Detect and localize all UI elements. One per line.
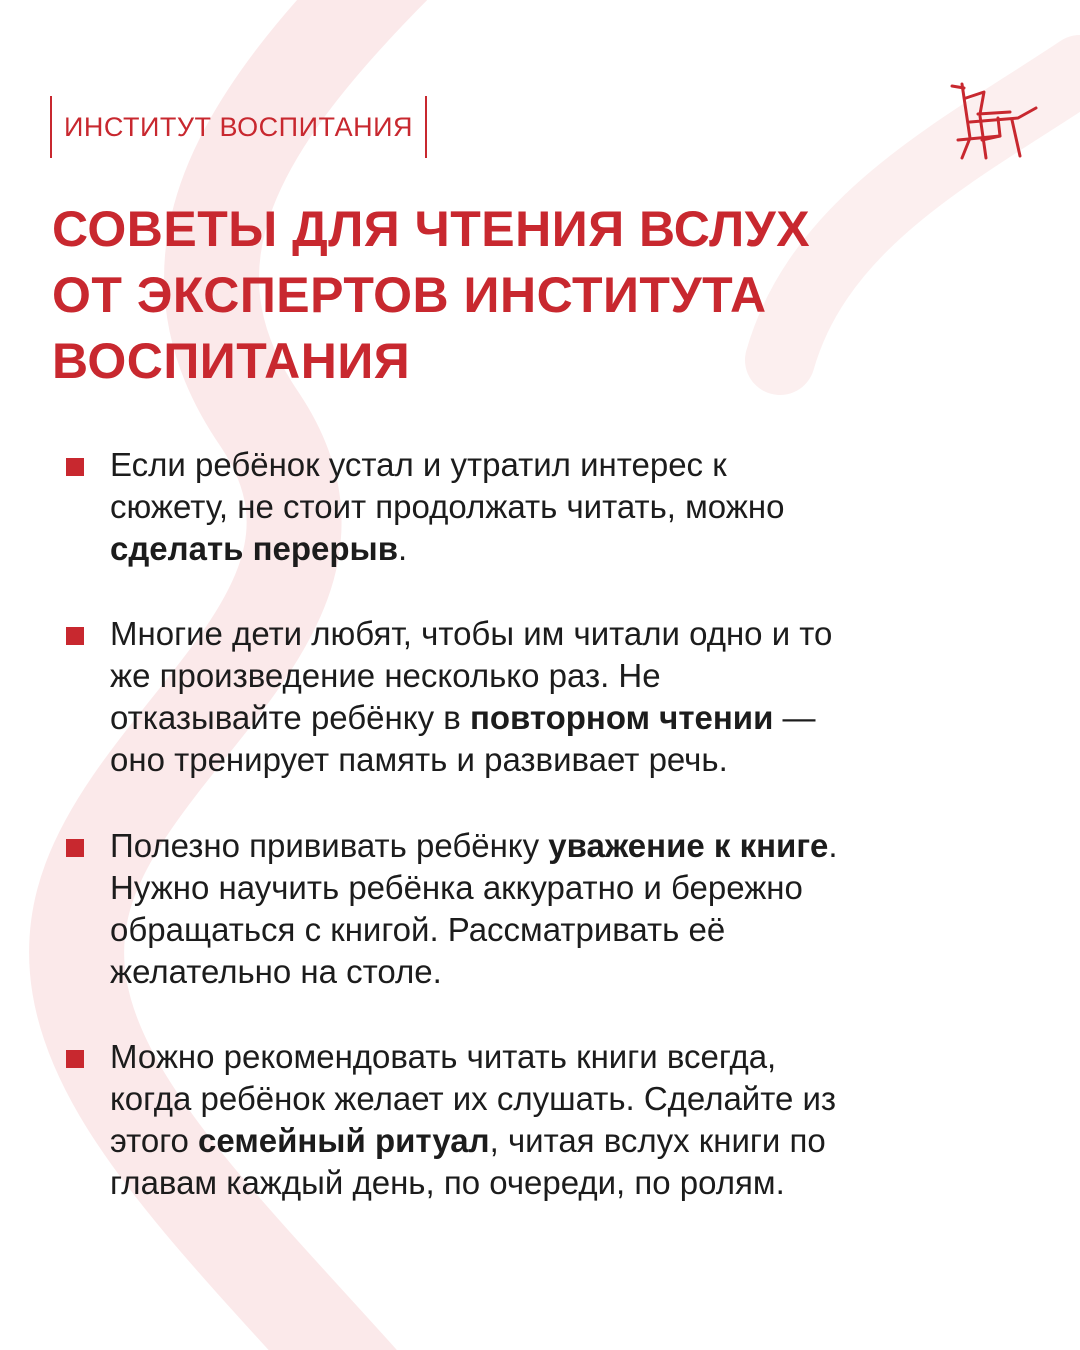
list-item [110, 825, 1010, 993]
tip-text: же произведение несколько раз. Не [110, 657, 661, 694]
square-bullet-icon [66, 458, 84, 476]
tip-text: обращаться с книгой. Рассматривать её [110, 911, 726, 948]
tip-text: Многие дети любят, чтобы им читали одно и то [110, 615, 833, 652]
page-title [52, 196, 1012, 394]
tip-text [110, 528, 1010, 570]
square-bullet-icon [66, 627, 84, 645]
tip-text: . [398, 530, 408, 567]
tip-text: главам каждый день, по очереди, по ролям. [110, 1164, 785, 1201]
tip-text: этого [110, 1122, 199, 1159]
square-bullet-icon [66, 1050, 84, 1068]
title-line: ОТ ЭКСПЕРТОВ ИНСТИТУТА [52, 267, 767, 323]
tip-text: желательно на столе. [110, 953, 442, 990]
tip-text: Если ребёнок устал и утратил интерес к [110, 446, 727, 483]
list-item [110, 1036, 1010, 1204]
square-bullet-icon [66, 839, 84, 857]
chair-logo-icon [940, 78, 1040, 162]
tip-text: , читая вслух книги по [489, 1122, 826, 1159]
tip-text: . [828, 827, 838, 864]
tip-text: когда ребёнок желает их слушать. Сделайте из [110, 1080, 837, 1117]
list-item [110, 444, 1010, 570]
org-label: ИНСТИТУТ ВОСПИТАНИЯ [50, 96, 427, 158]
tip-highlight: повторном чтении [469, 699, 774, 736]
list-item [110, 613, 1010, 781]
tip-text: Полезно прививать ребёнку [110, 827, 549, 864]
tip-text [110, 825, 1010, 867]
tip-text: — [773, 699, 816, 736]
tip-highlight: уважение к книге [548, 827, 829, 864]
title-line: ВОСПИТАНИЯ [52, 333, 411, 389]
tip-highlight: сделать перерыв [110, 530, 399, 567]
tip-text [110, 697, 1010, 739]
tip-text: Можно рекомендовать читать книги всегда, [110, 1038, 777, 1075]
tip-text: Нужно научить ребёнка аккуратно и бережно [110, 869, 803, 906]
tip-highlight: семейный ритуал [198, 1122, 490, 1159]
tip-text [110, 1120, 1010, 1162]
tip-text: отказывайте ребёнку в [110, 699, 470, 736]
tip-text: сюжету, не стоит продолжать читать, можно [110, 488, 785, 525]
tip-text: оно тренирует память и развивает речь. [110, 741, 728, 778]
title-line: СОВЕТЫ ДЛЯ ЧТЕНИЯ ВСЛУХ [52, 201, 811, 257]
